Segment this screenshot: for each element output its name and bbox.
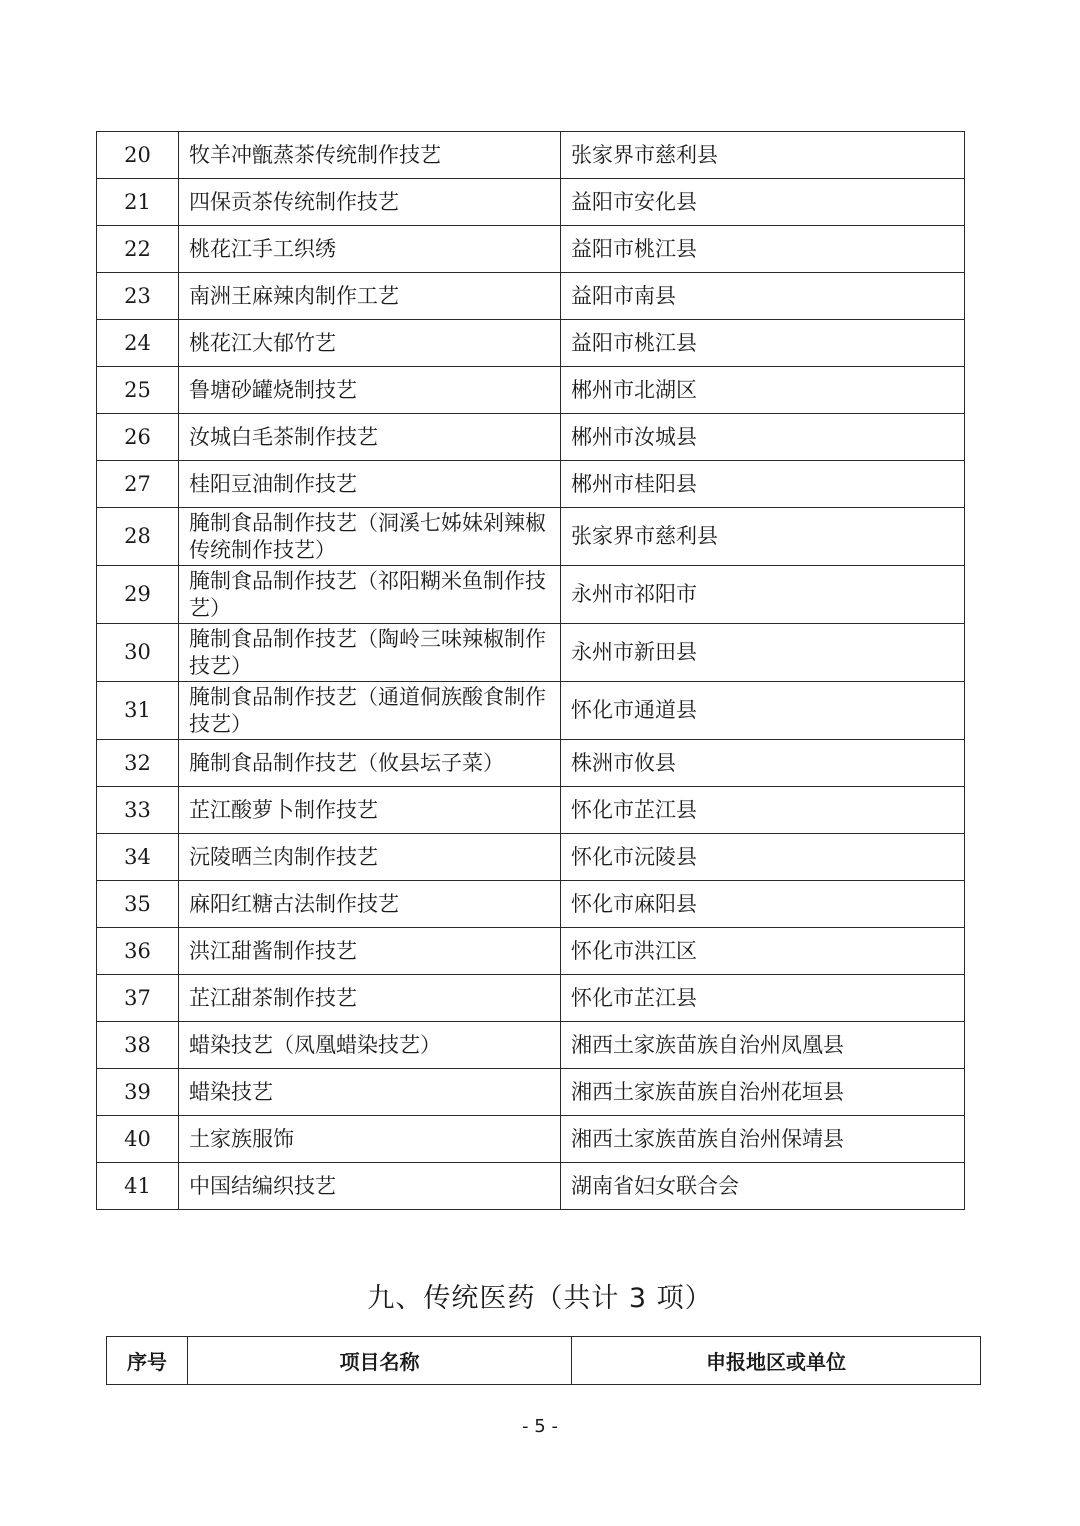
region-or-unit: 永州市祁阳市 bbox=[561, 566, 965, 624]
table-row bbox=[97, 461, 965, 508]
project-name: 桃花江手工织绣 bbox=[179, 226, 561, 273]
row-number: 23 bbox=[97, 273, 179, 320]
table-row bbox=[97, 787, 965, 834]
table-row bbox=[97, 1022, 965, 1069]
project-name: 牧羊冲甑蒸茶传统制作技艺 bbox=[179, 132, 561, 179]
row-number: 38 bbox=[97, 1022, 179, 1069]
table-row bbox=[97, 226, 965, 273]
region-or-unit: 郴州市桂阳县 bbox=[561, 461, 965, 508]
header-region-or-unit: 申报地区或单位 bbox=[572, 1337, 981, 1385]
row-number: 25 bbox=[97, 367, 179, 414]
region-or-unit: 郴州市北湖区 bbox=[561, 367, 965, 414]
region-or-unit: 益阳市桃江县 bbox=[561, 320, 965, 367]
region-or-unit: 怀化市芷江县 bbox=[561, 787, 965, 834]
row-number: 41 bbox=[97, 1163, 179, 1210]
project-name: 桂阳豆油制作技艺 bbox=[179, 461, 561, 508]
row-number: 29 bbox=[97, 566, 179, 624]
row-number: 24 bbox=[97, 320, 179, 367]
region-or-unit: 湘西土家族苗族自治州凤凰县 bbox=[561, 1022, 965, 1069]
row-number: 26 bbox=[97, 414, 179, 461]
header-row bbox=[107, 1337, 981, 1385]
project-name: 四保贡茶传统制作技艺 bbox=[179, 179, 561, 226]
row-number: 30 bbox=[97, 624, 179, 682]
region-or-unit: 湖南省妇女联合会 bbox=[561, 1163, 965, 1210]
row-number: 32 bbox=[97, 740, 179, 787]
table-row bbox=[97, 320, 965, 367]
region-or-unit: 怀化市芷江县 bbox=[561, 975, 965, 1022]
section-title: 九、传统医药（共计 3 项） bbox=[367, 1283, 713, 1314]
table-row bbox=[97, 179, 965, 226]
project-name: 土家族服饰 bbox=[179, 1116, 561, 1163]
header-serial-number: 序号 bbox=[107, 1337, 188, 1385]
project-name: 洪江甜酱制作技艺 bbox=[179, 928, 561, 975]
table-row bbox=[97, 682, 965, 740]
table-row bbox=[97, 273, 965, 320]
project-name: 南洲王麻辣肉制作工艺 bbox=[179, 273, 561, 320]
table-row bbox=[97, 566, 965, 624]
region-or-unit: 怀化市通道县 bbox=[561, 682, 965, 740]
project-name: 沅陵晒兰肉制作技艺 bbox=[179, 834, 561, 881]
table-row bbox=[97, 508, 965, 566]
project-name: 蜡染技艺 bbox=[179, 1069, 561, 1116]
table-row bbox=[97, 132, 965, 179]
row-number: 33 bbox=[97, 787, 179, 834]
row-number: 20 bbox=[97, 132, 179, 179]
table-row bbox=[97, 928, 965, 975]
region-or-unit: 怀化市洪江区 bbox=[561, 928, 965, 975]
region-or-unit: 益阳市安化县 bbox=[561, 179, 965, 226]
project-name: 腌制食品制作技艺（攸县坛子菜） bbox=[179, 740, 561, 787]
region-or-unit: 益阳市桃江县 bbox=[561, 226, 965, 273]
table-row bbox=[97, 624, 965, 682]
project-name: 中国结编织技艺 bbox=[179, 1163, 561, 1210]
table-row bbox=[97, 740, 965, 787]
region-or-unit: 张家界市慈利县 bbox=[561, 508, 965, 566]
row-number: 37 bbox=[97, 975, 179, 1022]
region-or-unit: 益阳市南县 bbox=[561, 273, 965, 320]
table-row bbox=[97, 834, 965, 881]
header-project-name: 项目名称 bbox=[188, 1337, 572, 1385]
table-row bbox=[97, 367, 965, 414]
project-name: 桃花江大郁竹艺 bbox=[179, 320, 561, 367]
row-number: 35 bbox=[97, 881, 179, 928]
project-name: 芷江酸萝卜制作技艺 bbox=[179, 787, 561, 834]
table-row bbox=[97, 881, 965, 928]
table-row bbox=[97, 1163, 965, 1210]
project-name: 腌制食品制作技艺（洞溪七姊妹剁辣椒传统制作技艺） bbox=[179, 508, 561, 566]
project-name: 腌制食品制作技艺（通道侗族酸食制作技艺） bbox=[179, 682, 561, 740]
row-number: 39 bbox=[97, 1069, 179, 1116]
table-row bbox=[97, 1116, 965, 1163]
project-name: 腌制食品制作技艺（陶岭三味辣椒制作技艺） bbox=[179, 624, 561, 682]
project-table bbox=[96, 131, 965, 1210]
region-or-unit: 郴州市汝城县 bbox=[561, 414, 965, 461]
project-name: 汝城白毛茶制作技艺 bbox=[179, 414, 561, 461]
row-number: 34 bbox=[97, 834, 179, 881]
region-or-unit: 永州市新田县 bbox=[561, 624, 965, 682]
row-number: 22 bbox=[97, 226, 179, 273]
project-name: 鲁塘砂罐烧制技艺 bbox=[179, 367, 561, 414]
region-or-unit: 湘西土家族苗族自治州花垣县 bbox=[561, 1069, 965, 1116]
row-number: 27 bbox=[97, 461, 179, 508]
project-name: 蜡染技艺（凤凰蜡染技艺） bbox=[179, 1022, 561, 1069]
region-or-unit: 怀化市沅陵县 bbox=[561, 834, 965, 881]
table-row bbox=[97, 975, 965, 1022]
row-number: 40 bbox=[97, 1116, 179, 1163]
region-or-unit: 株洲市攸县 bbox=[561, 740, 965, 787]
project-name: 腌制食品制作技艺（祁阳糊米鱼制作技艺） bbox=[179, 566, 561, 624]
project-name: 麻阳红糖古法制作技艺 bbox=[179, 881, 561, 928]
region-or-unit: 张家界市慈利县 bbox=[561, 132, 965, 179]
table-row bbox=[97, 1069, 965, 1116]
row-number: 31 bbox=[97, 682, 179, 740]
row-number: 28 bbox=[97, 508, 179, 566]
project-table-body bbox=[97, 132, 965, 1210]
region-or-unit: 湘西土家族苗族自治州保靖县 bbox=[561, 1116, 965, 1163]
row-number: 36 bbox=[97, 928, 179, 975]
row-number: 21 bbox=[97, 179, 179, 226]
region-or-unit: 怀化市麻阳县 bbox=[561, 881, 965, 928]
medicine-table-header bbox=[106, 1336, 981, 1385]
page-number: - 5 - bbox=[522, 1416, 558, 1437]
project-name: 芷江甜茶制作技艺 bbox=[179, 975, 561, 1022]
table-row bbox=[97, 414, 965, 461]
